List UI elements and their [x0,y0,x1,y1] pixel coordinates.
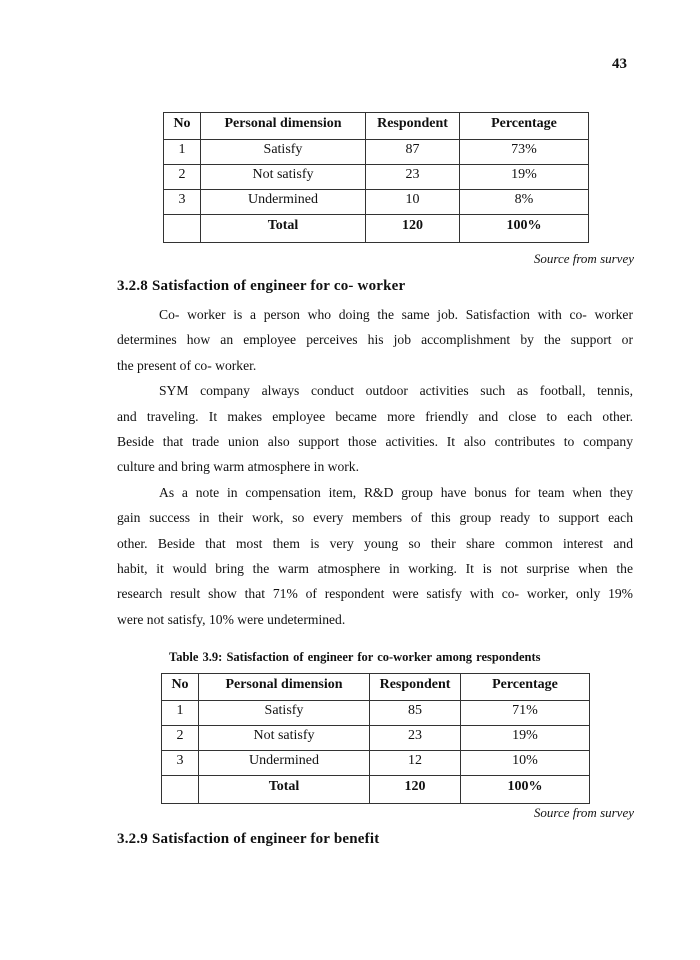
cell: 120 [366,215,460,243]
cell: Not satisfy [201,165,366,190]
section-heading-3-2-8: 3.2.8 Satisfaction of engineer for co- worker [117,278,406,294]
paragraph-line: other. Beside that most them is very young so their share common interest and [117,535,633,551]
paragraph-line: the present of co- worker. [117,357,257,373]
header-respondent: Respondent [366,113,460,140]
cell [162,776,199,804]
cell: 23 [370,726,461,751]
paragraph-line: determines how an employee perceives his job accomplishment by the support or [117,332,633,348]
section-body [117,302,633,632]
cell: 12 [370,751,461,776]
cell: Satisfy [201,140,366,165]
header-percentage: Percentage [461,674,590,701]
cell: 100% [460,215,589,243]
table-header-row [164,113,589,140]
table2-source: Source from survey [533,805,634,820]
cell: 19% [460,165,589,190]
cell: 100% [461,776,590,804]
paragraph-line: As a note in compensation item, R&D group have bonus for team when they [159,484,633,500]
cell: Undermined [199,751,370,776]
header-dimension: Personal dimension [199,674,370,701]
cell: 2 [162,726,199,751]
table-total-row [162,776,590,804]
paragraph-line: habit, it would bring the warm atmosphere in working. It is not surprise when the [117,560,633,576]
table-row [164,140,589,165]
cell: 23 [366,165,460,190]
cell: 3 [164,190,201,215]
paragraph-line: Beside that trade union also support those activities. It also contributes to company [117,433,633,449]
cell: 10 [366,190,460,215]
cell: 73% [460,140,589,165]
cell: Undermined [201,190,366,215]
paragraph-line: research result show that 71% of respondent were satisfy with co- worker, only 19% [117,586,633,602]
paragraph-line: Co- worker is a person who doing the same job. Satisfaction with co- worker [159,307,633,322]
table1-source: Source from survey [533,251,634,266]
cell: 1 [164,140,201,165]
table-row [162,726,590,751]
page-number: 43 [612,56,627,72]
cell: 8% [460,190,589,215]
cell [164,215,201,243]
header-dimension: Personal dimension [201,113,366,140]
table-row [164,190,589,215]
cell: 3 [162,751,199,776]
table-row [164,165,589,190]
paragraph-line: were not satisfy, 10% were undetermined. [117,611,346,627]
cell: Not satisfy [199,726,370,751]
cell: Satisfy [199,701,370,726]
table-row [162,701,590,726]
header-percentage: Percentage [460,113,589,140]
section-heading-3-2-9: 3.2.9 Satisfaction of engineer for benefit [117,831,380,847]
cell: 85 [370,701,461,726]
paragraph-line: culture and bring warm atmosphere in work. [117,459,359,475]
paragraph-line: and traveling. It makes employee became more friendly and close to each other. [117,408,633,424]
cell: 120 [370,776,461,804]
cell: Total [199,776,370,804]
cell: 19% [461,726,590,751]
cell: 10% [461,751,590,776]
table-co-worker-satisfaction [161,673,590,804]
cell: 87 [366,140,460,165]
paragraph-line: gain success in their work, so every members of this group ready to support each [117,510,633,526]
paragraph-line: SYM company always conduct outdoor activities such as football, tennis, [159,383,633,399]
table-header-row [162,674,590,701]
header-no: No [164,113,201,140]
table-row [162,751,590,776]
cell: 71% [461,701,590,726]
table-total-row [164,215,589,243]
header-no: No [162,674,199,701]
cell: 1 [162,701,199,726]
table2-caption: Table 3.9: Satisfaction of engineer for co-worker among respondents [169,650,541,664]
cell: 2 [164,165,201,190]
table-personal-dimension [163,112,589,243]
cell: Total [201,215,366,243]
header-respondent: Respondent [370,674,461,701]
